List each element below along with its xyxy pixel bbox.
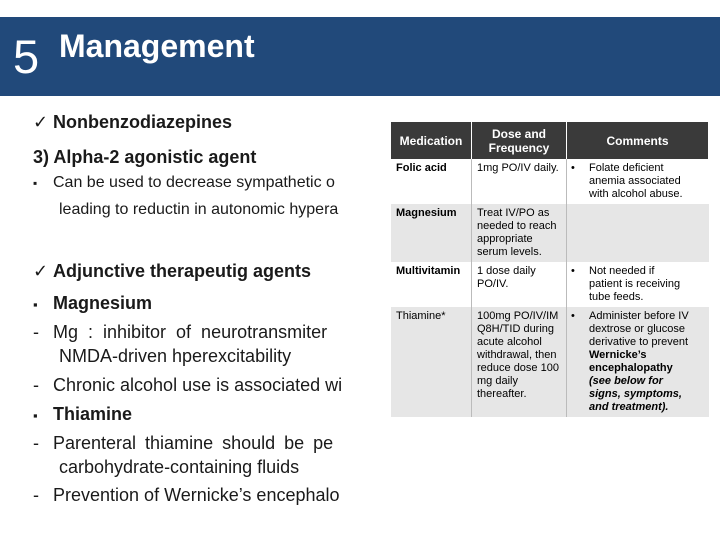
list-item: - Chronic alcohol use is associated wi [33, 375, 343, 395]
medication-table [391, 122, 709, 523]
dash-bullet: - [33, 322, 39, 342]
dash-bullet: - [33, 485, 39, 505]
cell-comment: • Not needed if patient is receiving tube feeds. [571, 265, 681, 303]
list-item: ▪ Thiamine [33, 404, 133, 424]
cell-comment: • Folate deficient anemia associated with alcohol abuse. [571, 162, 683, 200]
cell-dose: 1 dose daily PO/IV. [472, 262, 567, 307]
cell-comment [567, 204, 709, 262]
square-bullet-icon: ▪ [33, 408, 38, 423]
column-header-medication: Medication [391, 122, 472, 159]
cell-medication: Multivitamin [396, 265, 461, 277]
list-item: - Mg : inhibitor of neurotransmiter [33, 322, 328, 342]
table-row [391, 204, 709, 262]
cell-dose: 1mg PO/IV daily. [472, 159, 567, 204]
list-item: ✓ Nonbenzodiazepines [33, 112, 233, 132]
slide-body [33, 112, 385, 522]
list-item-continuation: carbohydrate-containing fluids [59, 457, 300, 477]
cell-medication: Folic acid [396, 162, 447, 174]
list-item: - Prevention of Wernicke’s encephalo [33, 485, 340, 505]
cell-dose: Treat IV/PO as needed to reach appropriate serum levels. [472, 204, 567, 262]
slide-number: 5 [13, 30, 40, 83]
checkmark-icon: ✓ [33, 112, 49, 132]
cell-dose: 100mg PO/IV/IM Q8H/TID during acute alcohol withdrawal, then reduce dose 100 mg daily thereafter. [472, 307, 567, 417]
cell-medication: Magnesium [391, 204, 472, 262]
slide-header [0, 17, 720, 96]
list-item: ▪ Magnesium [33, 293, 153, 313]
list-item: ✓ Adjunctive therapeutig agents [33, 261, 312, 281]
table-header-row [391, 122, 709, 159]
square-bullet-icon: ▪ [33, 176, 38, 190]
cell-medication: Thiamine* [391, 307, 472, 417]
dash-bullet: - [33, 375, 39, 395]
list-item: 3) Alpha-2 agonistic agent [33, 147, 257, 167]
dash-bullet: - [33, 433, 39, 453]
column-header-dose: Dose and Frequency [472, 122, 567, 159]
cell-comment: • Administer before IV dextrose or glucose derivative to prevent Wernicke’s encephalopathy (see below for signs, symptoms, and treatment). [567, 307, 709, 417]
list-item: - Parenteral thiamine should be pe [33, 433, 334, 453]
bullet-icon: • [571, 265, 575, 277]
table-row [391, 159, 709, 204]
table-row [391, 307, 709, 417]
list-item: ▪ Can be used to decrease sympathetic o [33, 174, 335, 191]
list-item-continuation: NMDA-driven hperexcitability [59, 346, 292, 366]
list-item-continuation: leading to reductin in autonomic hypera [59, 201, 339, 218]
slide-title: Management [59, 28, 255, 64]
column-header-comments: Comments [567, 122, 709, 159]
table-row [391, 262, 709, 307]
bullet-icon: • [571, 162, 575, 174]
checkmark-icon: ✓ [33, 261, 49, 281]
bullet-icon: • [571, 310, 575, 322]
square-bullet-icon: ▪ [33, 297, 38, 312]
